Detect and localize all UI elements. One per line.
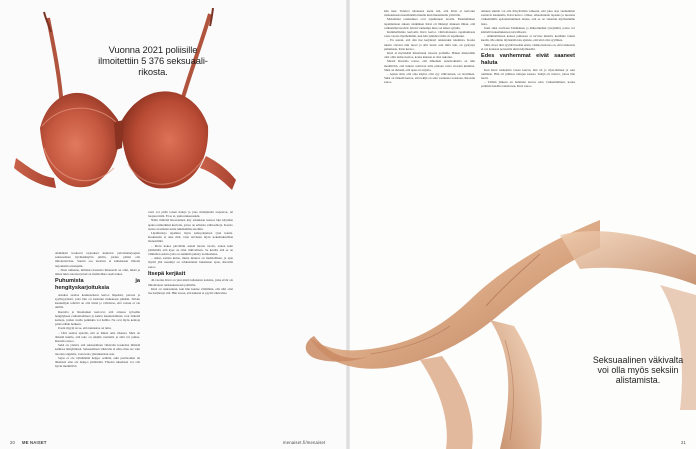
body-paragraph: – Moni kokee pärvittäin seksiä monta vuotta, ennen kuin ymmärtää, että kyse on ollut väkivallasta. Se kestää, että se on vähitellen asioita joita on aiemmin pidetty normaaleina. [148, 243, 233, 257]
body-paragraph: Asiakas saattaa keskustelussa kertoa häpeästä, pelosta ja syyllisyydestä, joita hän on kantanut mukanaan pitkään. Silloin kuuntelijan tehtävä on olla läsnä ja vahvistaa, että vastuu ei ole uhrilla. [55, 292, 140, 310]
body-paragraph: Läpimurtoja tapahtuu myös kehopohjaisen työn kautta. Keskustelu ei aina riitä, vaan tarvitaan myös kokemuksellisia menetelmiä. [148, 231, 233, 244]
body-paragraph: Sekä on yleistä, että seksuaalinen väkivalta koskettaa ihmisiä kaikissa ikäryhmissä. Seksuaalinen väkivalta ei näin ollen ole vain nuorten ongelma, vaan koko yhteiskunnan asia. [55, 343, 140, 356]
magazine-name: ME NAISET [22, 440, 47, 445]
tights-illustration [300, 150, 600, 449]
body-paragraph: Alkuun sinulle voi olla hävyttömän vaikeata, että joku otaa vanhemmat saattavat kuunnella, Kirsi kertoo. Omaa, aiheuttaneita lapsuus ja nuoruus vanhemmilla epäonnistuminen tuntee, että se on vaiennut myöhemmän lasta. [481, 9, 575, 26]
page-number-left: 20 [10, 440, 16, 445]
body-paragraph: Kirsi on tuskastunut, kun hän kuulee väittämän, että uhri olisi itse kerjännyt sitä. Hän toteaa, että kukaan ei pyydä väkivaltaa. [148, 286, 233, 295]
body-paragraph: – Siten nimenne, millaisia haastetta ilmenevät on ollut, mistä ja miten lukio nuorisotyössä on mahdollista saada tukea. [55, 267, 140, 277]
body-paragraph: Kummallisinta kertoalla Kirsi kertoo väkivaltaisesta tapahtumasta vasta vuosia myöhemmin, kun hän ymmärsi mitä oli tapahtunut. [384, 30, 475, 39]
body-paragraph: Juuri siksi tarvitaan Tuhmainen ja Riksomiehän työryhmiä, joissa voi käsitellä kokemuksiaan turvallisesti. [481, 25, 575, 35]
bra-illustration [10, 8, 240, 208]
section-heading: Edes vanhemmat eivät saaneet haluta [481, 53, 575, 67]
body-paragraph: Usein myyjä on se, että tunnustaa on tuttu. [58, 326, 112, 331]
body-paragraph: – Ajatus siitä, että oma käytös olisi syy väkivaltaan, on tavallinen. Siksi on tärkeää kertoa, että tekijä on aina vastuussa teoistaan, Ruotsila sanoo. [384, 72, 475, 85]
body-paragraph: – Aikaa saattaa kulua, mutta muutos on mahdollinen, ja ajan myötä yhä useampi on rohkaistunut hakemaan apua, Ruotsila sanoo. [148, 256, 233, 269]
body-paragraph: Sajaa ei ole välttämättä helppo selittää, eikä puolisoiden tai läheisten aina ole helppo ymmärtää. Yhteisö tukemaan voi olla hyvin merkittävä. [55, 355, 140, 369]
body-paragraph: Ruotsila ja Ruutiainen kertovat, että omassa työssään hengityksen rauhoittaminen ja kehon kuunteleminen ovat tärkeitä keinoja, joiden avulla paniikkia voi hallita. Ne ovat myös keinoja palata tähän hetkeen. [55, 309, 140, 327]
body-paragraph: Sihti, mooi uhri syyttää itseään ensin, vaikka tiedossa on, että raiskausta ei voi koskaan perustella uhrin käytöksellä. [481, 42, 575, 51]
body-paragraph: Kun Kirsi raiskattiin toisen kerran, hän oli jo täysi-ikäinen ja asui omillaan. Hän oli juhlissa tuttujen kanssa. Tekijä oli tuttava, johon hän luotti. [481, 67, 575, 80]
body-paragraph: – Uhri saattaa ajatella, että se hänen oma vikansa. Siksi on tärkeää kuulla, että teko on tekijän vastuulla ja siitä voi puhua, Ruotsila sanoo. [55, 330, 140, 343]
left-column-1 [55, 251, 140, 436]
body-paragraph: Näitä ilmiöitä Ruotsiainen käy asiakkaan kanssa läpi käyttäen apuna esimerkiksi kuvioita, joissa on erilaisia vaihtoehtoja. Kaavio auttaa avaamaan uusia näkökulmia asioihin. [148, 218, 233, 231]
page-number-right: 21 [680, 440, 686, 445]
body-paragraph: Kirsi ei myöskään ilmoittanut toisesta poliisille. Hänen mielestään olisi ollut turhaa kertoa, koska kukaan ei olisi uskonut. [384, 51, 475, 60]
body-paragraph: – En saanut, että olin itse kerjännyt raiskatuksi tulemista. Koska tunsin olevani niin nuori ja silti tiesin osin mitä tein, en pystynyt puhumaan, Kirsi kertoo. [384, 38, 475, 51]
left-column-2 [148, 210, 233, 436]
pull-quote-bottom: Seksuaalinen väkivalta voi olla myös seksiin alistamista. [592, 355, 684, 386]
pull-quote-top: Vuonna 2021 poliisille ilmoitettiin 5 376 seksuaali-rikosta. [98, 44, 208, 77]
body-paragraph: – Ammattilaisen kanssa puhuessa ei tarvitse miettiä, kestääkö toinen kuulla. Me emme myöskään istu ajattele, että uhri olisi syyllinen. [481, 34, 575, 43]
body-paragraph: Maarit Ruotsila toteaa, että lähteinen ennaivokistila on niin merkittävä, että tunteet saattavat tulla pintaan vasta vuosien kuluttua. Siksi on tärkeää, että apua on tarjolla. [384, 59, 475, 72]
body-paragraph: Alaikäisiä koskevat tarjoukset kuuluvat palveluntarjoajien seksuaalisen hyväksikäytön piiriin, joiden pitäisi olla ilmoitettavissa. Suurin osa nuorista ei kuitenkaan ilmoita tarjouksista eteenpäin. [55, 251, 140, 268]
body-paragraph: vesti voi pitää toisen haluja ja joko mielipiteitä tarpeeton, tai luopuu niistä. Ei se ei, painostuksessakin. [148, 210, 233, 219]
body-paragraph: Molemmat raiskaukset ovat tapahtuneet lavalla. Ensimmäinen tapahtumaan aikaan alaikäinen Kirsi oli lähtenyt mukaan ilman, että vanhemmat tiesivät. Kirsiä vanhempi mies vei hänet syrjään. [384, 17, 475, 30]
body-paragraph: 40-vuotias Kirsi on yksi niistä tuhansista naisista, jotka eivät ole ilmoittaneet raiskauksestaan poliisille. [148, 278, 233, 287]
section-heading: Itsepä kerjäsit [148, 270, 186, 277]
body-paragraph: hän tiesi. Tuntuvi tuloksena usein sitä, että Kirsi ei kertonut raiskauksesta kenellekään muulle kuin muutamalle ystävälle. [384, 9, 475, 18]
section-heading: Puhumista ja hengityskarjoituksia [55, 278, 140, 292]
magazine-url[interactable]: menaiset.fi/menaiset [283, 440, 326, 445]
body-paragraph: – Tämän jälkeen en halunnut kertoa edes vanhemmilleni, koska pelkäsin heidän reaktiotaan, Kirsi sanoo. [481, 80, 575, 89]
